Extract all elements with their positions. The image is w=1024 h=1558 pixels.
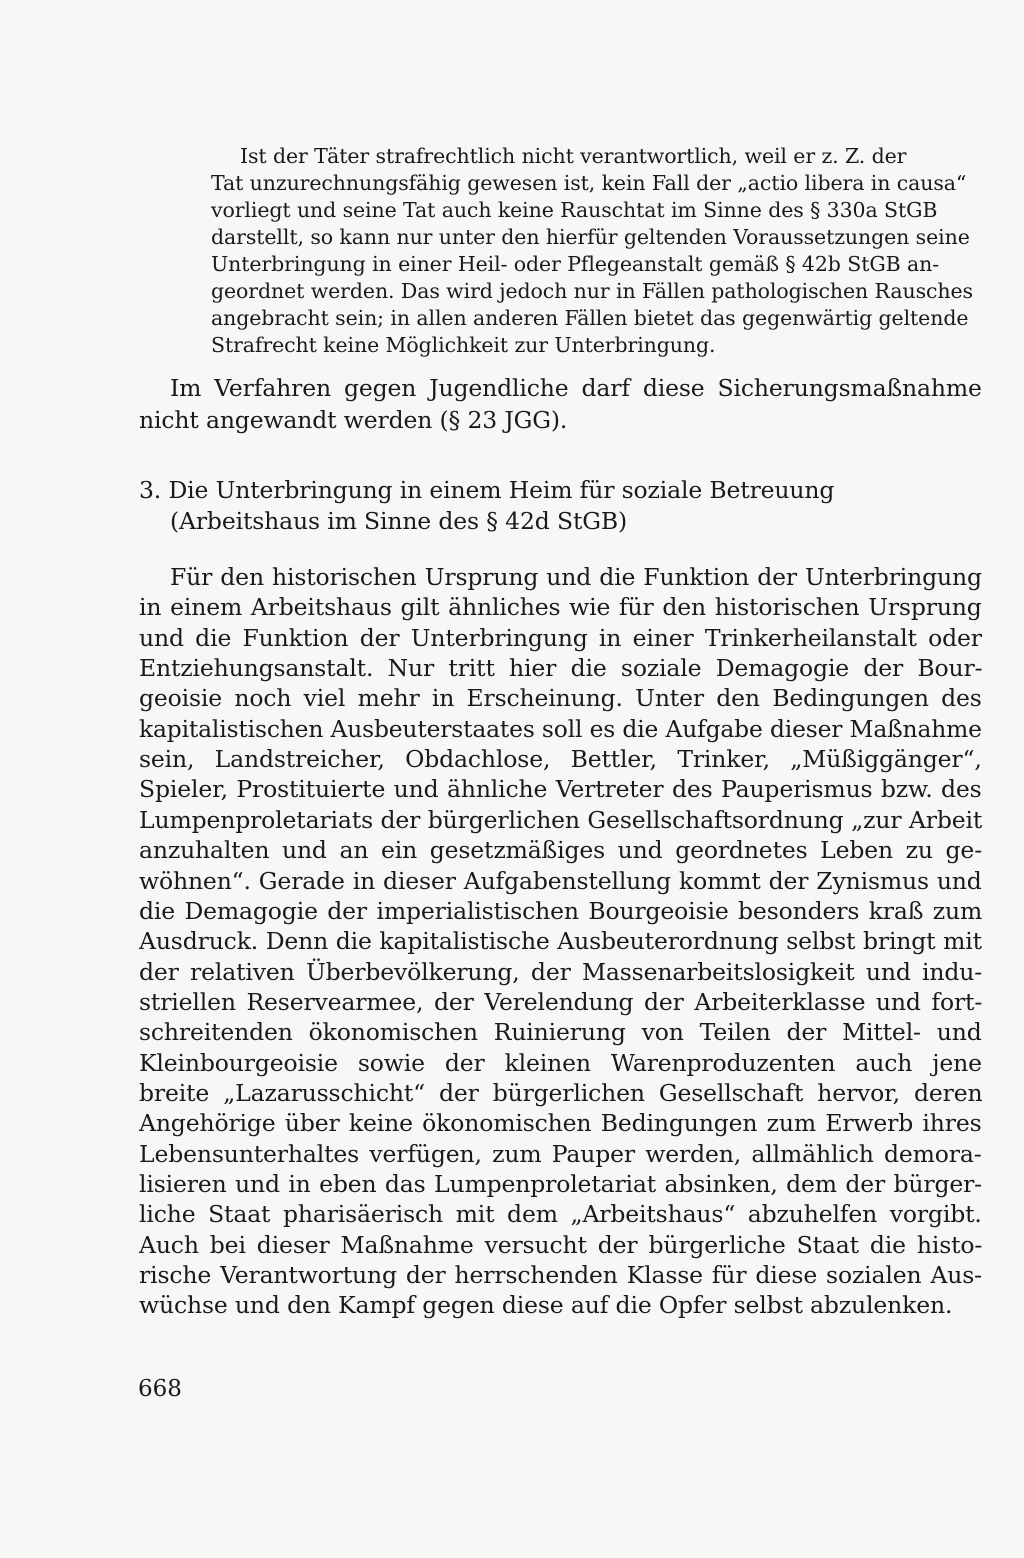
quote-line: darstellt, so kann nur unter den hierfür geltenden Voraussetzungen seine	[211, 225, 970, 249]
heading-line: (Arbeitshaus im Sinne des § 42d StGB)	[170, 507, 628, 535]
body-line: wöhnen“. Gerade in dieser Aufgabenstellung kommt der Zynismus und	[139, 867, 982, 895]
quote-line: Tat unzurechnungsfähig gewesen ist, kein Fall der „actio libera in causa“	[211, 171, 967, 195]
body-line: geoisie noch viel mehr in Erscheinung. Unter den Bedingungen des	[139, 684, 982, 712]
body-line: wüchse und den Kampf gegen diese auf die Opfer selbst abzulenken.	[139, 1291, 953, 1319]
body-line: die Demagogie der imperialistischen Bourgeoisie besonders kraß zum	[139, 897, 983, 925]
body-line: Ausdruck. Denn die kapitalistische Ausbeuterordnung selbst bringt mit	[139, 927, 982, 955]
body-line: Angehörige über keine ökonomischen Bedingungen zum Erwerb ihres	[139, 1109, 982, 1137]
body-line: breite „Lazarusschicht“ der bürgerlichen Gesellschaft hervor, deren	[139, 1079, 983, 1107]
body-line: der relativen Überbevölkerung, der Massenarbeitslosigkeit und indu-	[139, 958, 983, 986]
page-number: 668	[138, 1376, 182, 1402]
body-line: Spieler, Prostituierte und ähnliche Vertreter des Pauperismus bzw. des	[139, 775, 982, 803]
body-line: lisieren und in eben das Lumpenproletariat absinken, dem der bürger-	[139, 1170, 982, 1198]
quote-line: angebracht sein; in allen anderen Fällen bietet das gegenwärtig geltende	[211, 306, 969, 330]
quote-line: Strafrecht keine Möglichkeit zur Unterbringung.	[211, 333, 716, 357]
heading-line: 3. Die Unterbringung in einem Heim für soziale Betreuung	[139, 476, 835, 504]
body-line: Für den historischen Ursprung und die Funktion der Unterbringung	[170, 563, 982, 591]
body-line: anzuhalten und an ein gesetzmäßiges und geordnetes Leben zu ge-	[139, 836, 982, 864]
quote-line: geordnet werden. Das wird jedoch nur in Fällen pathologischen Rausches	[211, 279, 973, 303]
quote-line: vorliegt und seine Tat auch keine Rauschtat im Sinne des § 330a StGB	[211, 198, 938, 222]
body-line: Im Verfahren gegen Jugendliche darf diese Sicherungsmaßnahme	[170, 374, 982, 402]
body-line: nicht angewandt werden (§ 23 JGG).	[139, 406, 568, 434]
body-line: und die Funktion der Unterbringung in einer Trinkerheilanstalt oder	[139, 624, 982, 652]
body-line: schreitenden ökonomischen Ruinierung von Teilen der Mittel- und	[139, 1018, 982, 1046]
body-line: Kleinbourgeoisie sowie der kleinen Warenproduzenten auch jene	[139, 1049, 982, 1077]
body-line: Auch bei dieser Maßnahme versucht der bürgerliche Staat die histo-	[139, 1231, 983, 1259]
body-line: Lumpenproletariats der bürgerlichen Gesellschaftsordnung „zur Arbeit	[139, 806, 983, 834]
body-line: Entziehungsanstalt. Nur tritt hier die soziale Demagogie der Bour-	[139, 654, 983, 682]
quote-line: Unterbringung in einer Heil- oder Pflegeanstalt gemäß § 42b StGB an-	[211, 252, 940, 276]
body-line: sein, Landstreicher, Obdachlose, Bettler, Trinker, „Müßiggänger“,	[139, 745, 982, 773]
body-line: striellen Reservearmee, der Verelendung der Arbeiterklasse und fort-	[139, 988, 983, 1016]
body-line: kapitalistischen Ausbeuterstaates soll es die Aufgabe dieser Maßnahme	[139, 715, 982, 743]
body-line: Lebensunterhaltes verfügen, zum Pauper werden, allmählich demora-	[139, 1140, 982, 1168]
body-line: liche Staat pharisäerisch mit dem „Arbeitshaus“ abzuhelfen vorgibt.	[139, 1200, 982, 1228]
body-line: rische Verantwortung der herrschenden Klasse für diese sozialen Aus-	[139, 1261, 982, 1289]
body-line: in einem Arbeitshaus gilt ähnliches wie für den historischen Ursprung	[139, 593, 982, 621]
quote-line: Ist der Täter strafrechtlich nicht verantwortlich, weil er z. Z. der	[240, 144, 907, 168]
